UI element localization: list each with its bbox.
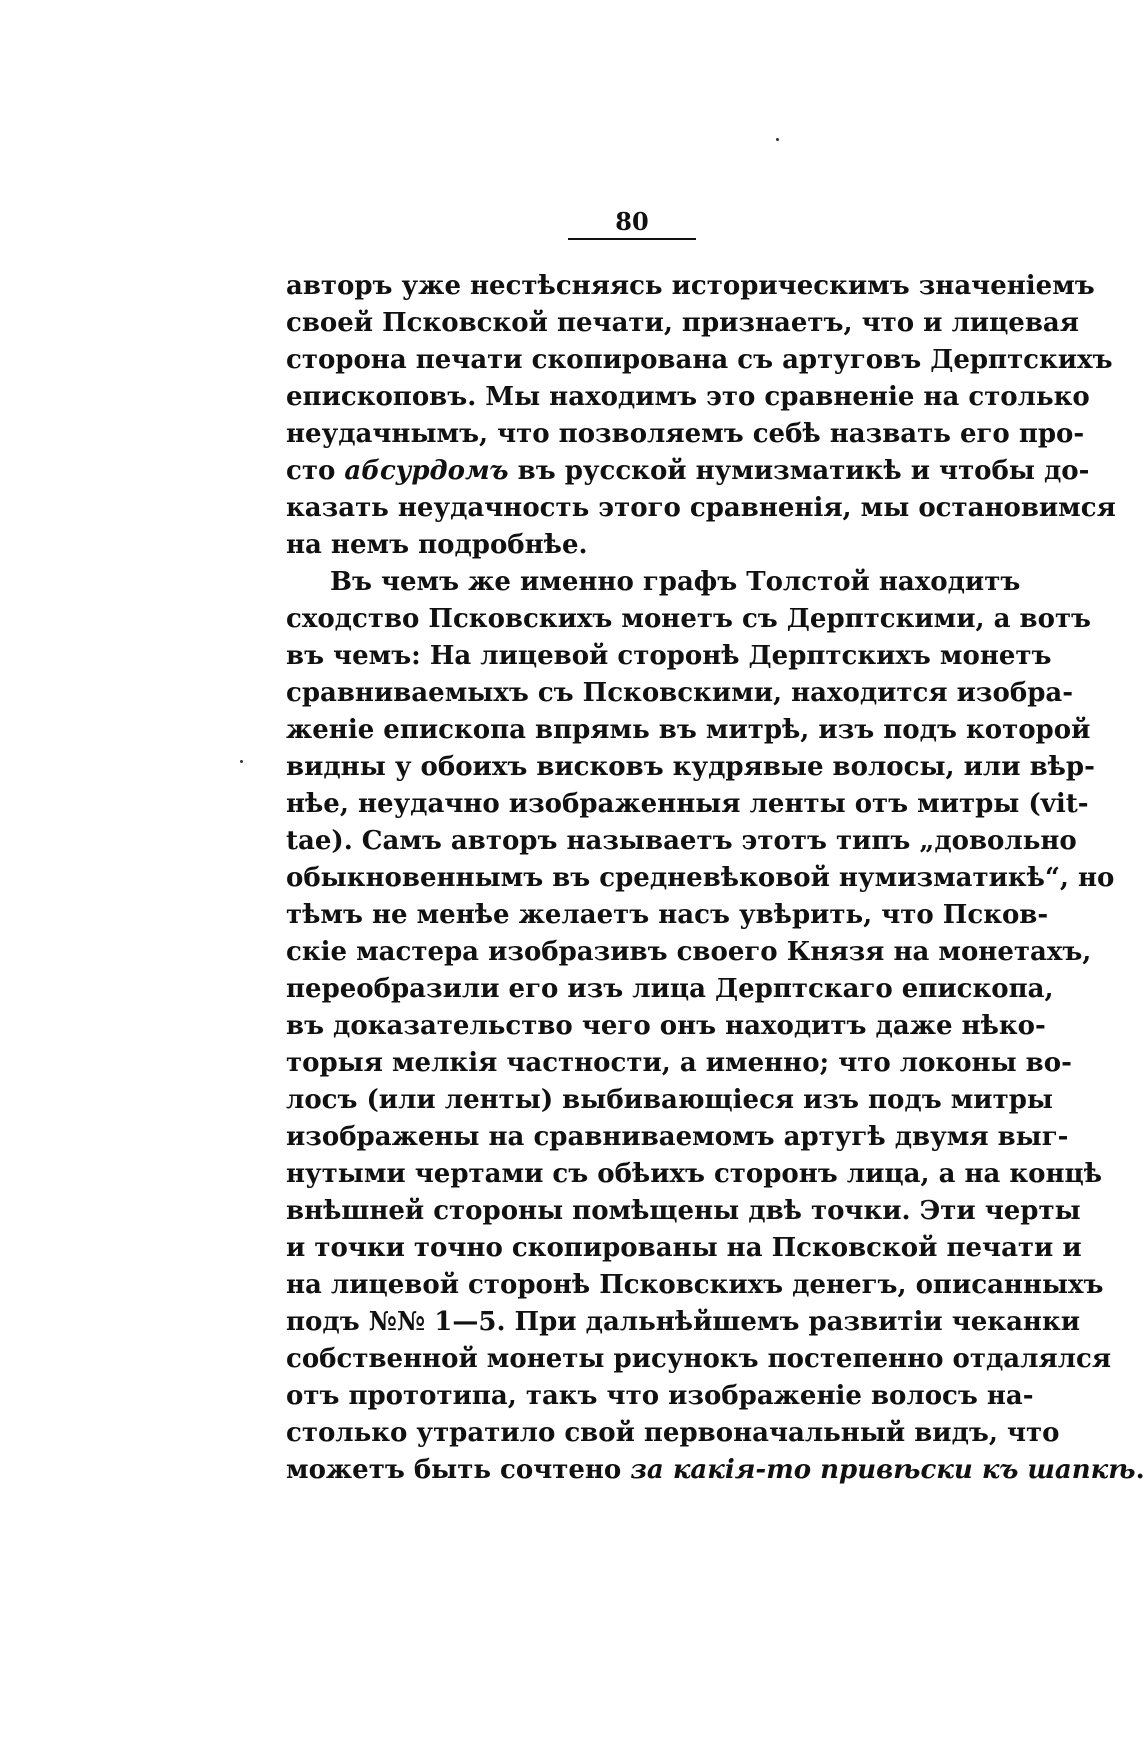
text-line: сходство Псковскихъ монетъ съ Дерптскими, а вотъ: [286, 604, 1091, 634]
text-run: .: [1135, 1455, 1145, 1485]
text-line: своей Псковской печати, признаетъ, что и лицевая: [286, 308, 1079, 338]
scan-speck: [776, 138, 779, 141]
text-line: обыкновеннымъ въ средневѣковой нумизматикѣ“, но: [286, 863, 1115, 893]
text-line: въ доказательство чего онъ находитъ даже нѣко-: [286, 1011, 1046, 1041]
text-line: Въ чемъ же именно графъ Толстой находитъ: [330, 567, 1021, 597]
text-line: нутыми чертами съ обѣихъ сторонъ лица, а на концѣ: [286, 1159, 1103, 1189]
scan-speck: [240, 760, 243, 763]
text-line: отъ прототипа, такъ что изображенiе волосъ на-: [286, 1381, 1034, 1411]
page-number: 80: [615, 207, 649, 236]
text-line: торыя мелкiя частности, а именно; что локоны во-: [286, 1048, 1072, 1078]
text-line: сторона печати скопирована съ артуговъ Дерптскихъ: [286, 345, 1113, 375]
text-line: изображены на сравниваемомъ артугѣ двумя выг-: [286, 1122, 1069, 1152]
text-line: епископовъ. Мы находимъ это сравненiе на столько: [286, 382, 1090, 412]
text-line: и точки точно скопированы на Псковской печати и: [286, 1233, 1082, 1263]
text-line: авторъ уже нестѣсняясь историческимъ значенiемъ: [286, 271, 1095, 301]
text-line: tae). Самъ авторъ называетъ этотъ типъ „довольно: [286, 826, 1077, 856]
paragraph: [286, 564, 1145, 1489]
text-run: можетъ быть сочтено: [286, 1455, 631, 1485]
text-run: сто: [286, 456, 345, 486]
text-line: лосъ (или ленты) выбивающiеся изъ подъ митры: [286, 1085, 1053, 1115]
text-line: переобразили его изъ лица Дерптскаго епископа,: [286, 974, 1054, 1004]
text-line: собственной монеты рисунокъ постепенно отдалялся: [286, 1344, 1112, 1374]
text-line: въ чемъ: На лицевой сторонѣ Дерптскихъ монетъ: [286, 641, 1052, 671]
text-line: [286, 453, 1090, 490]
text-line: скiе мастера изобразивъ своего Князя на монетахъ,: [286, 937, 1092, 967]
italic-emphasis: за какiя-то привѣски къ шапкѣ: [630, 1455, 1136, 1485]
body-text: [286, 268, 1145, 1489]
text-line: на лицевой сторонѣ Псковскихъ денегъ, описанныхъ: [286, 1270, 1104, 1300]
text-run: въ русской нумизматикѣ и чтобы до-: [508, 456, 1090, 486]
text-line: подъ №№ 1—5. При дальнѣйшемъ развитiи чеканки: [286, 1307, 1081, 1337]
page-number-rule: [568, 238, 696, 240]
text-line: тѣмъ не менѣе желаетъ насъ увѣрить, что Псков-: [286, 900, 1049, 930]
paragraph: [286, 268, 1116, 564]
text-line: [286, 1452, 1145, 1489]
text-line: внѣшней стороны помѣщены двѣ точки. Эти черты: [286, 1196, 1081, 1226]
text-line: столько утратило свой первоначальный видъ, что: [286, 1418, 1060, 1448]
italic-emphasis: абсурдомъ: [344, 456, 509, 486]
text-line: сравниваемыхъ съ Псковскими, находится изобра-: [286, 678, 1074, 708]
text-line: на немъ подробнѣе.: [286, 530, 588, 560]
text-line: нѣе, неудачно изображенныя ленты отъ митры (vit-: [286, 789, 1089, 819]
text-line: видны у обоихъ висковъ кудрявые волосы, или вѣр-: [286, 752, 1095, 782]
text-line: неудачнымъ, что позволяемъ себѣ назвать его про-: [286, 419, 1085, 449]
text-line: женiе епископа впрямь въ митрѣ, изъ подъ которой: [286, 715, 1091, 745]
text-line: казать неудачность этого сравненiя, мы остановимся: [286, 493, 1116, 523]
